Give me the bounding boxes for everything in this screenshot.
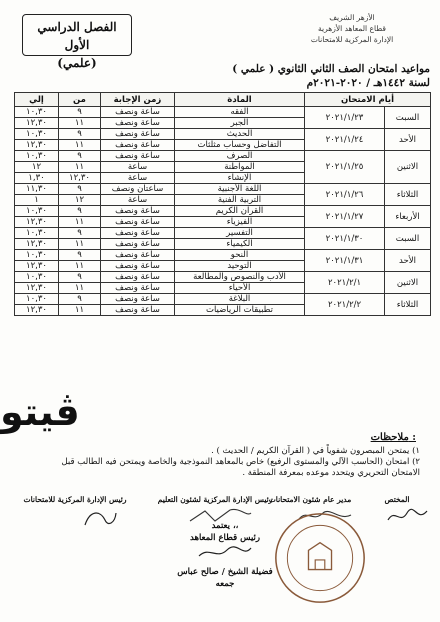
- cell-subject: الإنشاء: [175, 173, 305, 184]
- cell-from: ٩: [59, 107, 101, 118]
- cell-subject: التفاضل وحساب مثلثات: [175, 140, 305, 151]
- table-row: [15, 151, 431, 162]
- cell-subject: الصرف: [175, 151, 305, 162]
- cell-from: ٩: [59, 272, 101, 283]
- cell-day: الاثنين: [385, 272, 431, 294]
- cell-date: ٢٠٢١/١/٢٥: [305, 151, 385, 184]
- cell-duration: ساعة ونصف: [101, 250, 175, 261]
- cell-date: ٢٠٢١/١/٢٦: [305, 184, 385, 206]
- cell-duration: ساعة ونصف: [101, 283, 175, 294]
- table-header-row: [15, 93, 431, 107]
- table-row: [15, 294, 431, 305]
- cell-to: ١٠,٣٠: [15, 206, 59, 217]
- cell-subject: التوحيد: [175, 261, 305, 272]
- note-item: ١) يمتحن المبصرون شفوياً في ( القرآن الكريم / الحديث ) .: [211, 446, 420, 456]
- cell-date: ٢٠٢١/١/٣٠: [305, 228, 385, 250]
- cell-duration: ساعة ونصف: [101, 107, 175, 118]
- cell-duration: ساعة ونصف: [101, 261, 175, 272]
- cell-to: ١٢,٣٠: [15, 118, 59, 129]
- cell-duration: ساعة ونصف: [101, 118, 175, 129]
- cell-from: ٩: [59, 294, 101, 305]
- signature-title: رئيس الإدارة المركزية لشئون التعليم: [157, 495, 273, 504]
- note-item: ٢) امتحان (الحاسب الآلي والمستوى الرفيع) خاص بالمعاهد النموذجية والخاصة ويمتحن فيه الطالب قبل: [61, 457, 420, 467]
- signature-title: رئيس الإدارة المركزية للامتحانات: [23, 495, 127, 504]
- cell-duration: ساعة ونصف: [101, 129, 175, 140]
- cell-to: ١٢,٣٠: [15, 239, 59, 250]
- cell-to: ١٠,٣٠: [15, 228, 59, 239]
- cell-date: ٢٠٢١/١/٢٤: [305, 129, 385, 151]
- cell-date: ٢٠٢١/١/٢٧: [305, 206, 385, 228]
- cell-duration: ساعتان ونصف: [101, 184, 175, 195]
- cell-to: ١٠,٣٠: [15, 107, 59, 118]
- cell-day: السبت: [385, 228, 431, 250]
- approval-label: يعتمد ،،: [211, 521, 239, 531]
- cell-date: ٢٠٢١/٢/١: [305, 272, 385, 294]
- signature-exams-head: [10, 495, 140, 505]
- handwritten-signature-icon: [80, 505, 120, 533]
- cell-subject: البلاغة: [175, 294, 305, 305]
- cell-to: ١٠,٣٠: [15, 272, 59, 283]
- cell-duration: ساعة ونصف: [101, 151, 175, 162]
- col-header-to: إلي: [15, 93, 59, 107]
- cell-from: ١٢: [59, 195, 101, 206]
- cell-subject: اللغة الأجنبية: [175, 184, 305, 195]
- table-row: [15, 272, 431, 283]
- cell-duration: ساعة: [101, 195, 175, 206]
- cell-subject: الجبر: [175, 118, 305, 129]
- cell-from: ١١: [59, 217, 101, 228]
- notes-block: [16, 446, 420, 479]
- cell-to: ١٠,٣٠: [15, 250, 59, 261]
- table-row: [15, 107, 431, 118]
- cell-duration: ساعة ونصف: [101, 217, 175, 228]
- cell-from: ٩: [59, 129, 101, 140]
- cell-from: ١٢,٣٠: [59, 173, 101, 184]
- cell-from: ٩: [59, 250, 101, 261]
- cell-from: ٩: [59, 206, 101, 217]
- cell-subject: التفسير: [175, 228, 305, 239]
- cell-date: ٢٠٢١/٢/٢: [305, 294, 385, 316]
- cell-to: ١١,٣٠: [15, 184, 59, 195]
- cell-from: ١١: [59, 239, 101, 250]
- cell-subject: تطبيقات الرياضيات: [175, 305, 305, 316]
- cell-duration: ساعة ونصف: [101, 239, 175, 250]
- cell-duration: ساعة ونصف: [101, 305, 175, 316]
- signature-specialist: [372, 495, 422, 505]
- cell-from: ٩: [59, 184, 101, 195]
- cell-to: ١٢,٣٠: [15, 261, 59, 272]
- table-row: [15, 184, 431, 195]
- signature-title: مدير عام شئون الامتحانات: [268, 495, 352, 504]
- exam-schedule-table: [14, 92, 431, 316]
- col-header-day: أيام الامتحان: [305, 93, 431, 107]
- branch-label: (علمي): [57, 56, 97, 70]
- col-header-duration: زمن الإجابة: [101, 93, 175, 107]
- cell-subject: الأدب والنصوص والمطالعة: [175, 272, 305, 283]
- cell-day: السبت: [385, 107, 431, 129]
- cell-subject: القرآن الكريم: [175, 206, 305, 217]
- cell-from: ١١: [59, 283, 101, 294]
- cell-date: ٢٠٢١/١/٢٣: [305, 107, 385, 129]
- cell-day: الأربعاء: [385, 206, 431, 228]
- official-seal-icon: [272, 510, 368, 606]
- cell-duration: ساعة: [101, 173, 175, 184]
- cell-to: ١٠,٣٠: [15, 129, 59, 140]
- table-row: [15, 206, 431, 217]
- cell-subject: الفيزياء: [175, 217, 305, 228]
- approval-block: [170, 520, 280, 590]
- approval-title: رئيس قطاع المعاهد: [190, 533, 260, 543]
- term-label: الفصل الدراسي الأول: [37, 20, 117, 52]
- cell-to: ١٠,٣٠: [15, 294, 59, 305]
- watermark-logo: ڤيتو: [0, 390, 80, 434]
- cell-to: ١٢,٣٠: [15, 140, 59, 151]
- handwritten-signature-icon: [195, 544, 255, 562]
- cell-day: الأحد: [385, 129, 431, 151]
- cell-to: ١٢,٣٠: [15, 283, 59, 294]
- org-line: قطاع المعاهد الأزهرية: [318, 24, 386, 33]
- cell-subject: التربية الفنية: [175, 195, 305, 206]
- cell-day: الثلاثاء: [385, 184, 431, 206]
- cell-to: ١٢,٣٠: [15, 305, 59, 316]
- document-title-block: [130, 62, 430, 90]
- handwritten-signature-icon: [385, 505, 430, 527]
- cell-to: ١: [15, 195, 59, 206]
- term-box: [22, 14, 132, 70]
- signature-education-head: [150, 495, 280, 505]
- cell-from: ١١: [59, 261, 101, 272]
- table-row: [15, 129, 431, 140]
- approval-name: فضيلة الشيخ / صالح عباس جمعه: [177, 567, 273, 589]
- cell-date: ٢٠٢١/١/٣١: [305, 250, 385, 272]
- table-row: [15, 228, 431, 239]
- cell-duration: ساعة ونصف: [101, 272, 175, 283]
- cell-duration: ساعة ونصف: [101, 294, 175, 305]
- cell-to: ١٠,٣٠: [15, 151, 59, 162]
- cell-duration: ساعة ونصف: [101, 140, 175, 151]
- table-row: [15, 250, 431, 261]
- cell-duration: ساعة ونصف: [101, 206, 175, 217]
- cell-from: ١١: [59, 305, 101, 316]
- cell-subject: الكيمياء: [175, 239, 305, 250]
- cell-subject: الحديث: [175, 129, 305, 140]
- col-header-subject: المادة: [175, 93, 305, 107]
- org-line: الإدارة المركزية للامتحانات: [310, 35, 394, 44]
- col-header-from: من: [59, 93, 101, 107]
- cell-from: ١١: [59, 118, 101, 129]
- cell-subject: المواطنة: [175, 162, 305, 173]
- note-item: الامتحان التحريري ويتحدد موعده بمعرفة المنطقة .: [242, 468, 420, 478]
- organization-header: [282, 12, 422, 45]
- cell-duration: ساعة ونصف: [101, 228, 175, 239]
- cell-to: ١٢: [15, 162, 59, 173]
- notes-title: ملاحظات :: [370, 432, 416, 443]
- cell-subject: الفقه: [175, 107, 305, 118]
- cell-day: الأحد: [385, 250, 431, 272]
- cell-from: ١١: [59, 162, 101, 173]
- cell-from: ١١: [59, 140, 101, 151]
- signature-title: المختص: [384, 495, 410, 504]
- cell-to: ١٢,٣٠: [15, 217, 59, 228]
- cell-day: الثلاثاء: [385, 294, 431, 316]
- cell-to: ١,٣٠: [15, 173, 59, 184]
- org-line: الأزهر الشريف: [329, 13, 375, 22]
- cell-day: الاثنين: [385, 151, 431, 184]
- cell-subject: النحو: [175, 250, 305, 261]
- document-title: مواعيد امتحان الصف الثاني الثانوي ( علمي ): [232, 63, 430, 75]
- cell-from: ٩: [59, 228, 101, 239]
- cell-duration: ساعة: [101, 162, 175, 173]
- cell-subject: الأحياء: [175, 283, 305, 294]
- cell-from: ٩: [59, 151, 101, 162]
- academic-year: لسنة ١٤٤٢هـ / ٢٠٢٠-٢٠٢١م: [306, 77, 430, 89]
